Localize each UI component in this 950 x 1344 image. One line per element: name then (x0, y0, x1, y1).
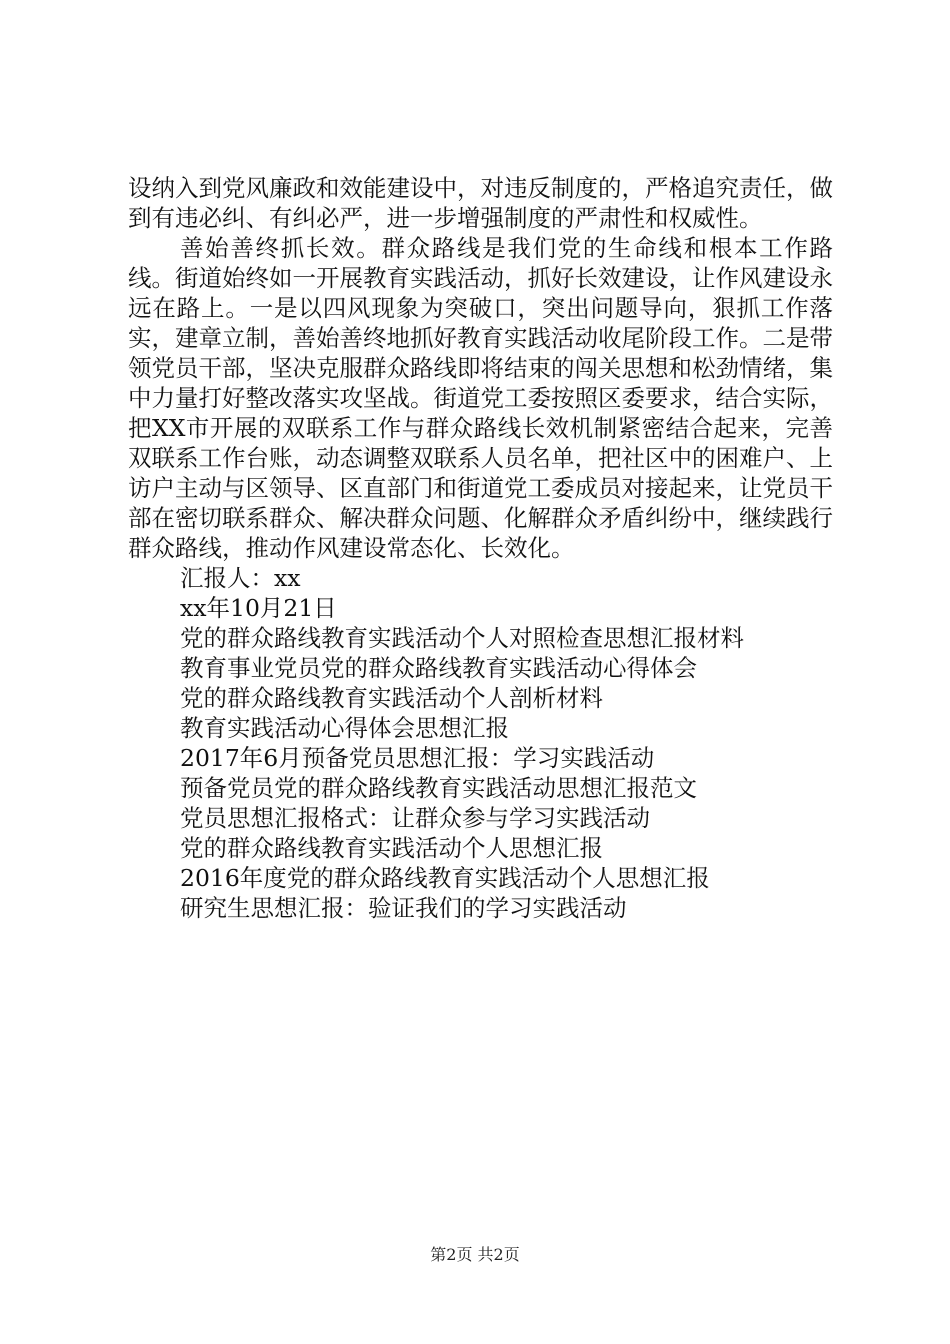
paragraph-long-term-effect: 善始善终抓长效。群众路线是我们党的生命线和根本工作路线。街道始终如一开展教育实践活动，抓好长效建设，让作风建设永远在路上。一是以四风现象为突破口，突出问题导向，狠抓工作落实，建章立制，善始善终地抓好教育实践活动收尾阶段工作。二是带领党员干部，坚决克服群众路线即将结束的闯关思想和松劲情绪，集中力量打好整改落实攻坚战。街道党工委按照区委要求，结合实际，把XX市开展的双联系工作与群众路线长效机制紧密结合起来，完善双联系工作台账，动态调整双联系人员名单，把社区中的困难户、上访户主动与区领导、区直部门和街道党工委成员对接起来，让党员干部在密切联系群众、解决群众问题、化解群众矛盾纠纷中，继续践行群众路线，推动作风建设常态化、长效化。 (128, 234, 833, 562)
document-body (128, 173, 833, 923)
related-title[interactable]: 研究生思想汇报：验证我们的学习实践活动 (180, 894, 627, 922)
related-title[interactable]: 党的群众路线教育实践活动个人思想汇报 (180, 834, 603, 862)
page-number-label: 第2页 共2页 (430, 1245, 520, 1264)
related-title[interactable]: 教育事业党员党的群众路线教育实践活动心得体会 (180, 654, 697, 682)
related-title[interactable]: 党的群众路线教育实践活动个人对照检查思想汇报材料 (180, 624, 744, 652)
related-title[interactable]: 预备党员党的群众路线教育实践活动思想汇报范文 (180, 774, 697, 802)
related-title[interactable]: 2016年度党的群众路线教育实践活动个人思想汇报 (180, 864, 710, 892)
page-footer (0, 1245, 950, 1265)
date-line: xx年10月21日 (180, 594, 337, 622)
related-title[interactable]: 党员思想汇报格式：让群众参与学习实践活动 (180, 804, 650, 832)
related-title[interactable]: 党的群众路线教育实践活动个人剖析材料 (180, 684, 603, 712)
reporter-line: 汇报人：xx (180, 564, 301, 592)
paragraph-continuation: 设纳入到党风廉政和效能建设中，对违反制度的，严格追究责任，做到有违必纠、有纠必严，进一步增强制度的严肃性和权威性。 (128, 174, 833, 232)
related-title[interactable]: 2017年6月预备党员思想汇报：学习实践活动 (180, 744, 655, 772)
related-title[interactable]: 教育实践活动心得体会思想汇报 (180, 714, 509, 742)
